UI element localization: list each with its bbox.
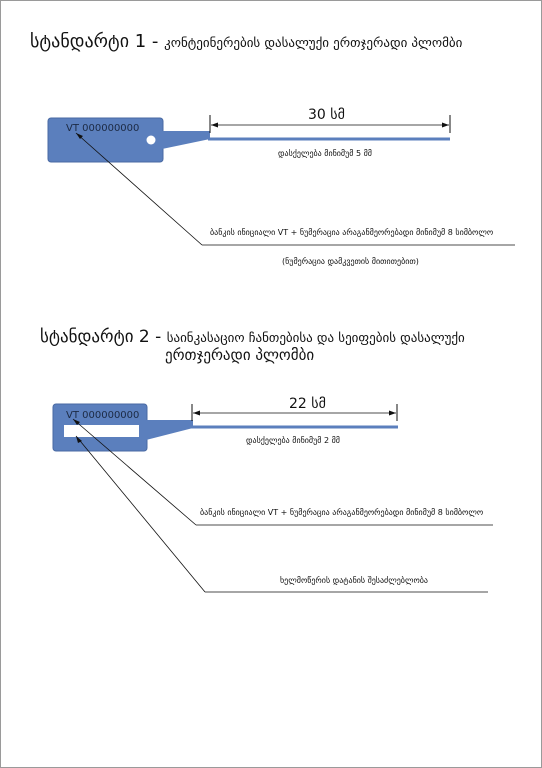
seal1-initials-label: ბანკის ინიციალი VT + ნუმერაცია არაგანმეორებადი მინიმუმ 8 სიმბოლო [210,228,494,237]
seal1-neck [162,131,210,149]
standard2-title-text: საინკასაციო ჩანთებისა და სეიფების დასალუქი [166,331,465,346]
seal2-signature-label: ხელმოწერის დატანის შესაძლებლობა [280,576,428,585]
seal1-length-label: 30 სმ [308,107,345,123]
seal2-slot [64,425,139,437]
standard2-title [40,327,465,347]
seal1 [48,115,515,245]
seal2 [53,404,493,592]
seal1-note-label: (ნუმერაცია დამკვეთის მითითებით) [282,257,419,266]
standard2-title-number: სტანდარტი 2 - [40,327,162,347]
standard2-title-line2: ერთჯერადი პლომბი [165,346,315,364]
seal1-dim-arrow-right [442,123,449,128]
seal2-leader-signature [76,436,205,592]
seal1-hole [147,136,156,145]
seal2-neck [146,420,193,440]
seal1-thickness-label: დასქელება მინიმუმ 5 მმ [278,149,372,158]
seal1-code: VT 000000000 [66,123,140,134]
seal2-dim-arrow-right [389,411,396,416]
seal2-length-label: 22 სმ [289,396,326,412]
seal2-dim-arrow-left [193,411,200,416]
seal2-code: VT 000000000 [66,410,140,421]
seal2-thickness-label: დასქელება მინიმუმ 2 მმ [246,436,340,445]
standard1-title-number: სტანდარტი 1 - [30,31,159,52]
seal2-initials-label: ბანკის ინიციალი VT + ნუმერაცია არაგანმეორებადი მინიმუმ 8 სიმბოლო [200,508,484,517]
standard1-title-text: კონტეინერების დასალუქი ერთჯერადი პლომბი [164,36,463,51]
seal1-dim-arrow-left [211,123,218,128]
